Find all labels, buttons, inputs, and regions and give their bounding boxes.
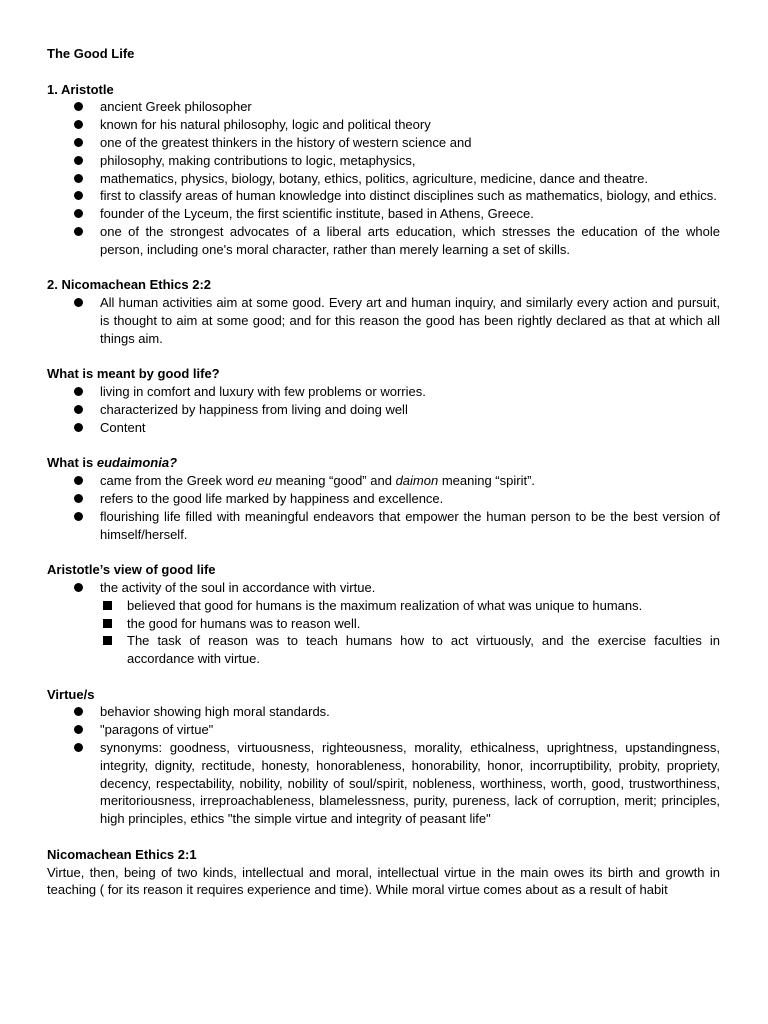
list-item: synonyms: goodness, virtuousness, righteousness, morality, ethicalness, uprightness, upstandingness, integrity, dignity, rectitude, honesty, honorableness, honorability, honor, incorruptibility, probity, propriety, decency, respectability, nobility, nobility of soul/spirit, nobleness, worthiness, worth, good, trustworthiness, meritoriousness, irreproachableness, blamelessness, purity, pureness, lack of corruption, merit; principles, high principles, ethics "the simple virtue and integrity of peasant life" <box>47 739 720 828</box>
virtues-list <box>47 703 720 828</box>
list-item: mathematics, physics, biology, botany, ethics, politics, agriculture, medicine, dance and theatre. <box>47 170 720 188</box>
list-item <box>47 472 720 490</box>
eudaimonia-list <box>47 472 720 543</box>
spacer <box>47 259 720 277</box>
text-part: meaning “spirit”. <box>438 473 536 489</box>
greek-word: daimon <box>395 473 439 489</box>
heading-prefix: What is <box>47 455 97 471</box>
list-item: behavior showing high moral standards. <box>47 703 720 721</box>
list-item: Content <box>47 419 720 437</box>
spacer <box>47 668 720 686</box>
list-item: refers to the good life marked by happiness and excellence. <box>47 490 720 508</box>
spacer <box>47 543 720 561</box>
good-life-list <box>47 383 720 436</box>
sub-list-item: the good for humans was to reason well. <box>47 615 720 633</box>
section-heading-eudaimonia <box>47 454 720 472</box>
list-item: the activity of the soul in accordance with virtue. <box>47 579 720 597</box>
list-item: living in comfort and luxury with few problems or worries. <box>47 383 720 401</box>
section-heading-nicomachean-2-2: 2. Nicomachean Ethics 2:2 <box>47 277 212 293</box>
spacer <box>47 828 720 846</box>
list-item: All human activities aim at some good. Every art and human inquiry, and similarly every action and pursuit, is thought to aim at some good; and for this reason the good has been rightly declared as that at which all things aim. <box>47 294 720 347</box>
section-heading-nicomachean-2-1: Nicomachean Ethics 2:1 <box>47 846 197 862</box>
heading-term: eudaimonia? <box>96 455 178 471</box>
section-heading-good-life: What is meant by good life? <box>47 366 220 382</box>
nicomachean-paragraph: Virtue, then, being of two kinds, intellectual and moral, intellectual virtue in the main owes its birth and growth in teaching ( for its reason it requires experience and time). While moral virtue comes about as a result of habit <box>47 864 720 898</box>
aristotle-view-list <box>47 579 720 597</box>
text-part: meaning “good” and <box>271 473 396 489</box>
list-item: "paragons of virtue" <box>47 721 720 739</box>
list-item: founder of the Lyceum, the first scientific institute, based in Athens, Greece. <box>47 205 720 223</box>
list-item: first to classify areas of human knowledge into distinct disciplines such as mathematics, biology, and ethics. <box>47 187 720 205</box>
sub-list-item: believed that good for humans is the maximum realization of what was unique to humans. <box>47 597 720 615</box>
list-item: flourishing life filled with meaningful endeavors that empower the human person to be the best version of himself/herself. <box>47 508 720 544</box>
greek-word: eu <box>257 473 272 489</box>
section-heading-aristotle-view: Aristotle’s view of good life <box>47 562 216 578</box>
aristotle-view-sublist <box>47 597 720 668</box>
list-item: ancient Greek philosopher <box>47 98 720 116</box>
list-item: characterized by happiness from living and doing well <box>47 401 720 419</box>
list-item: known for his natural philosophy, logic and political theory <box>47 116 720 134</box>
document-title: The Good Life <box>47 46 135 61</box>
list-item: one of the greatest thinkers in the history of western science and <box>47 134 720 152</box>
nicomachean-list <box>47 294 720 347</box>
spacer <box>47 437 720 455</box>
list-item: philosophy, making contributions to logic, metaphysics, <box>47 152 720 170</box>
sub-list-item: The task of reason was to teach humans how to act virtuously, and the exercise faculties in accordance with virtue. <box>47 632 720 668</box>
section-heading-aristotle: 1. Aristotle <box>47 81 114 97</box>
list-item: one of the strongest advocates of a liberal arts education, which stresses the education of the whole person, including one's moral character, rather than merely learning a set of skills. <box>47 223 720 259</box>
section-heading-virtues: Virtue/s <box>47 686 95 702</box>
text-part: came from the Greek word <box>100 473 258 489</box>
spacer <box>47 348 720 366</box>
spacer <box>47 63 720 81</box>
aristotle-list <box>47 98 720 258</box>
document-page <box>47 45 720 899</box>
